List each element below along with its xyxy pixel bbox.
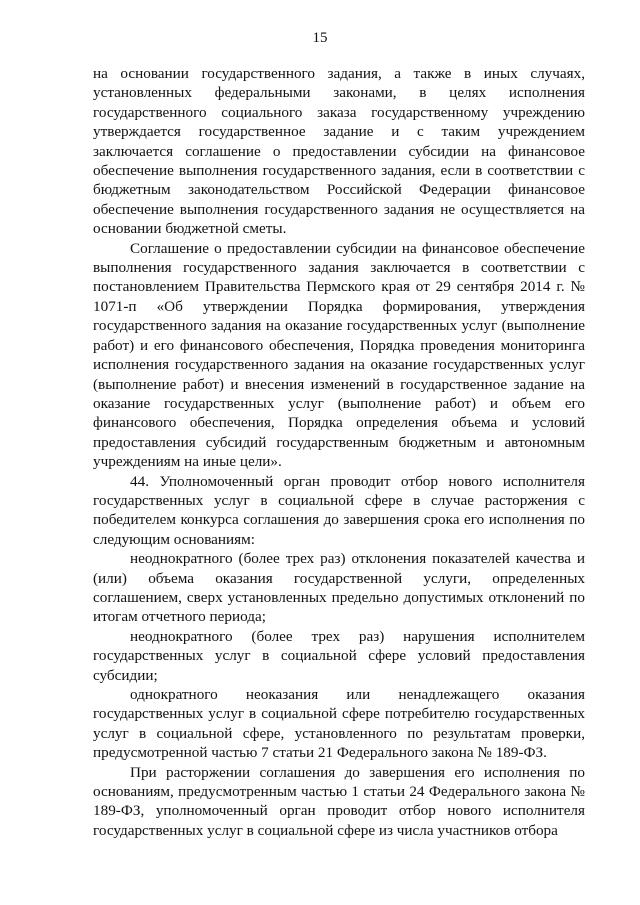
paragraph-ground-subsidy: неоднократного (более трех раз) нарушения исполнителем государственных услуг в социальной сфере условий предоставления субсидии; [93, 627, 585, 684]
document-body [93, 64, 585, 840]
paragraph-termination: При расторжении соглашения до завершения его исполнения по основаниям, предусмотренным частью 1 статьи 24 Федерального закона № 189-ФЗ, уполномоченный орган проводит отбор нового исполнителя государственных услуг в социальной сфере из числа участников отбора [93, 763, 585, 839]
paragraph-ground-quality: неоднократного (более трех раз) отклонения показателей качества и (или) объема оказания государственной услуги, определенных соглашением, сверх установленных предельно допустимых отклонений по итогам отчетного периода; [93, 550, 585, 626]
paragraph-item-44: 44. Уполномоченный орган проводит отбор нового исполнителя государственных услуг в социальной сфере в случае расторжения с победителем конкурса соглашения до завершения срока его исполнения по следующим основаниям: [93, 472, 585, 548]
paragraph-ground-service: однократного неоказания или ненадлежащего оказания государственных услуг в социальной сфере потребителю государственных услуг в социальной сфере, установленного по результатам проверки, предусмотренной частью 7 статьи 21 Федерального закона № 189-ФЗ. [93, 686, 585, 762]
paragraph-continuation: на основании государственного задания, а также в иных случаях, установленных федеральными законами, в целях исполнения государственного социального заказа государственному учреждению утверждается государственное задание и с таким учреждением заключается соглашение о предоставлении субсидии на финансовое обеспечение выполнения государственного задания, если в соответствии с бюджетным законодательством Российской Федерации финансовое обеспечение выполнения государственного задания не осуществляется на основании бюджетной сметы. [93, 65, 585, 238]
paragraph-agreement: Соглашение о предоставлении субсидии на финансовое обеспечение выполнения государственного задания заключается в соответствии с постановлением Правительства Пермского края от 29 сентября 2014 г. № 1071-п «Об утверждении Порядка формирования, утверждения государственного задания на оказание государственных услуг (выполнение работ) и его финансового обеспечения, Порядка проведения мониторинга исполнения государственного задания на оказание государственных услуг (выполнение работ) и внесения изменений в государственное задание на оказание государственных услуг (выполнение работ) и объем его финансового обеспечения, Порядка определения объема и условий предоставления субсидий государственным бюджетным и автономным учреждениям на иные цели». [93, 239, 585, 471]
page-number: 15 [312, 30, 328, 46]
